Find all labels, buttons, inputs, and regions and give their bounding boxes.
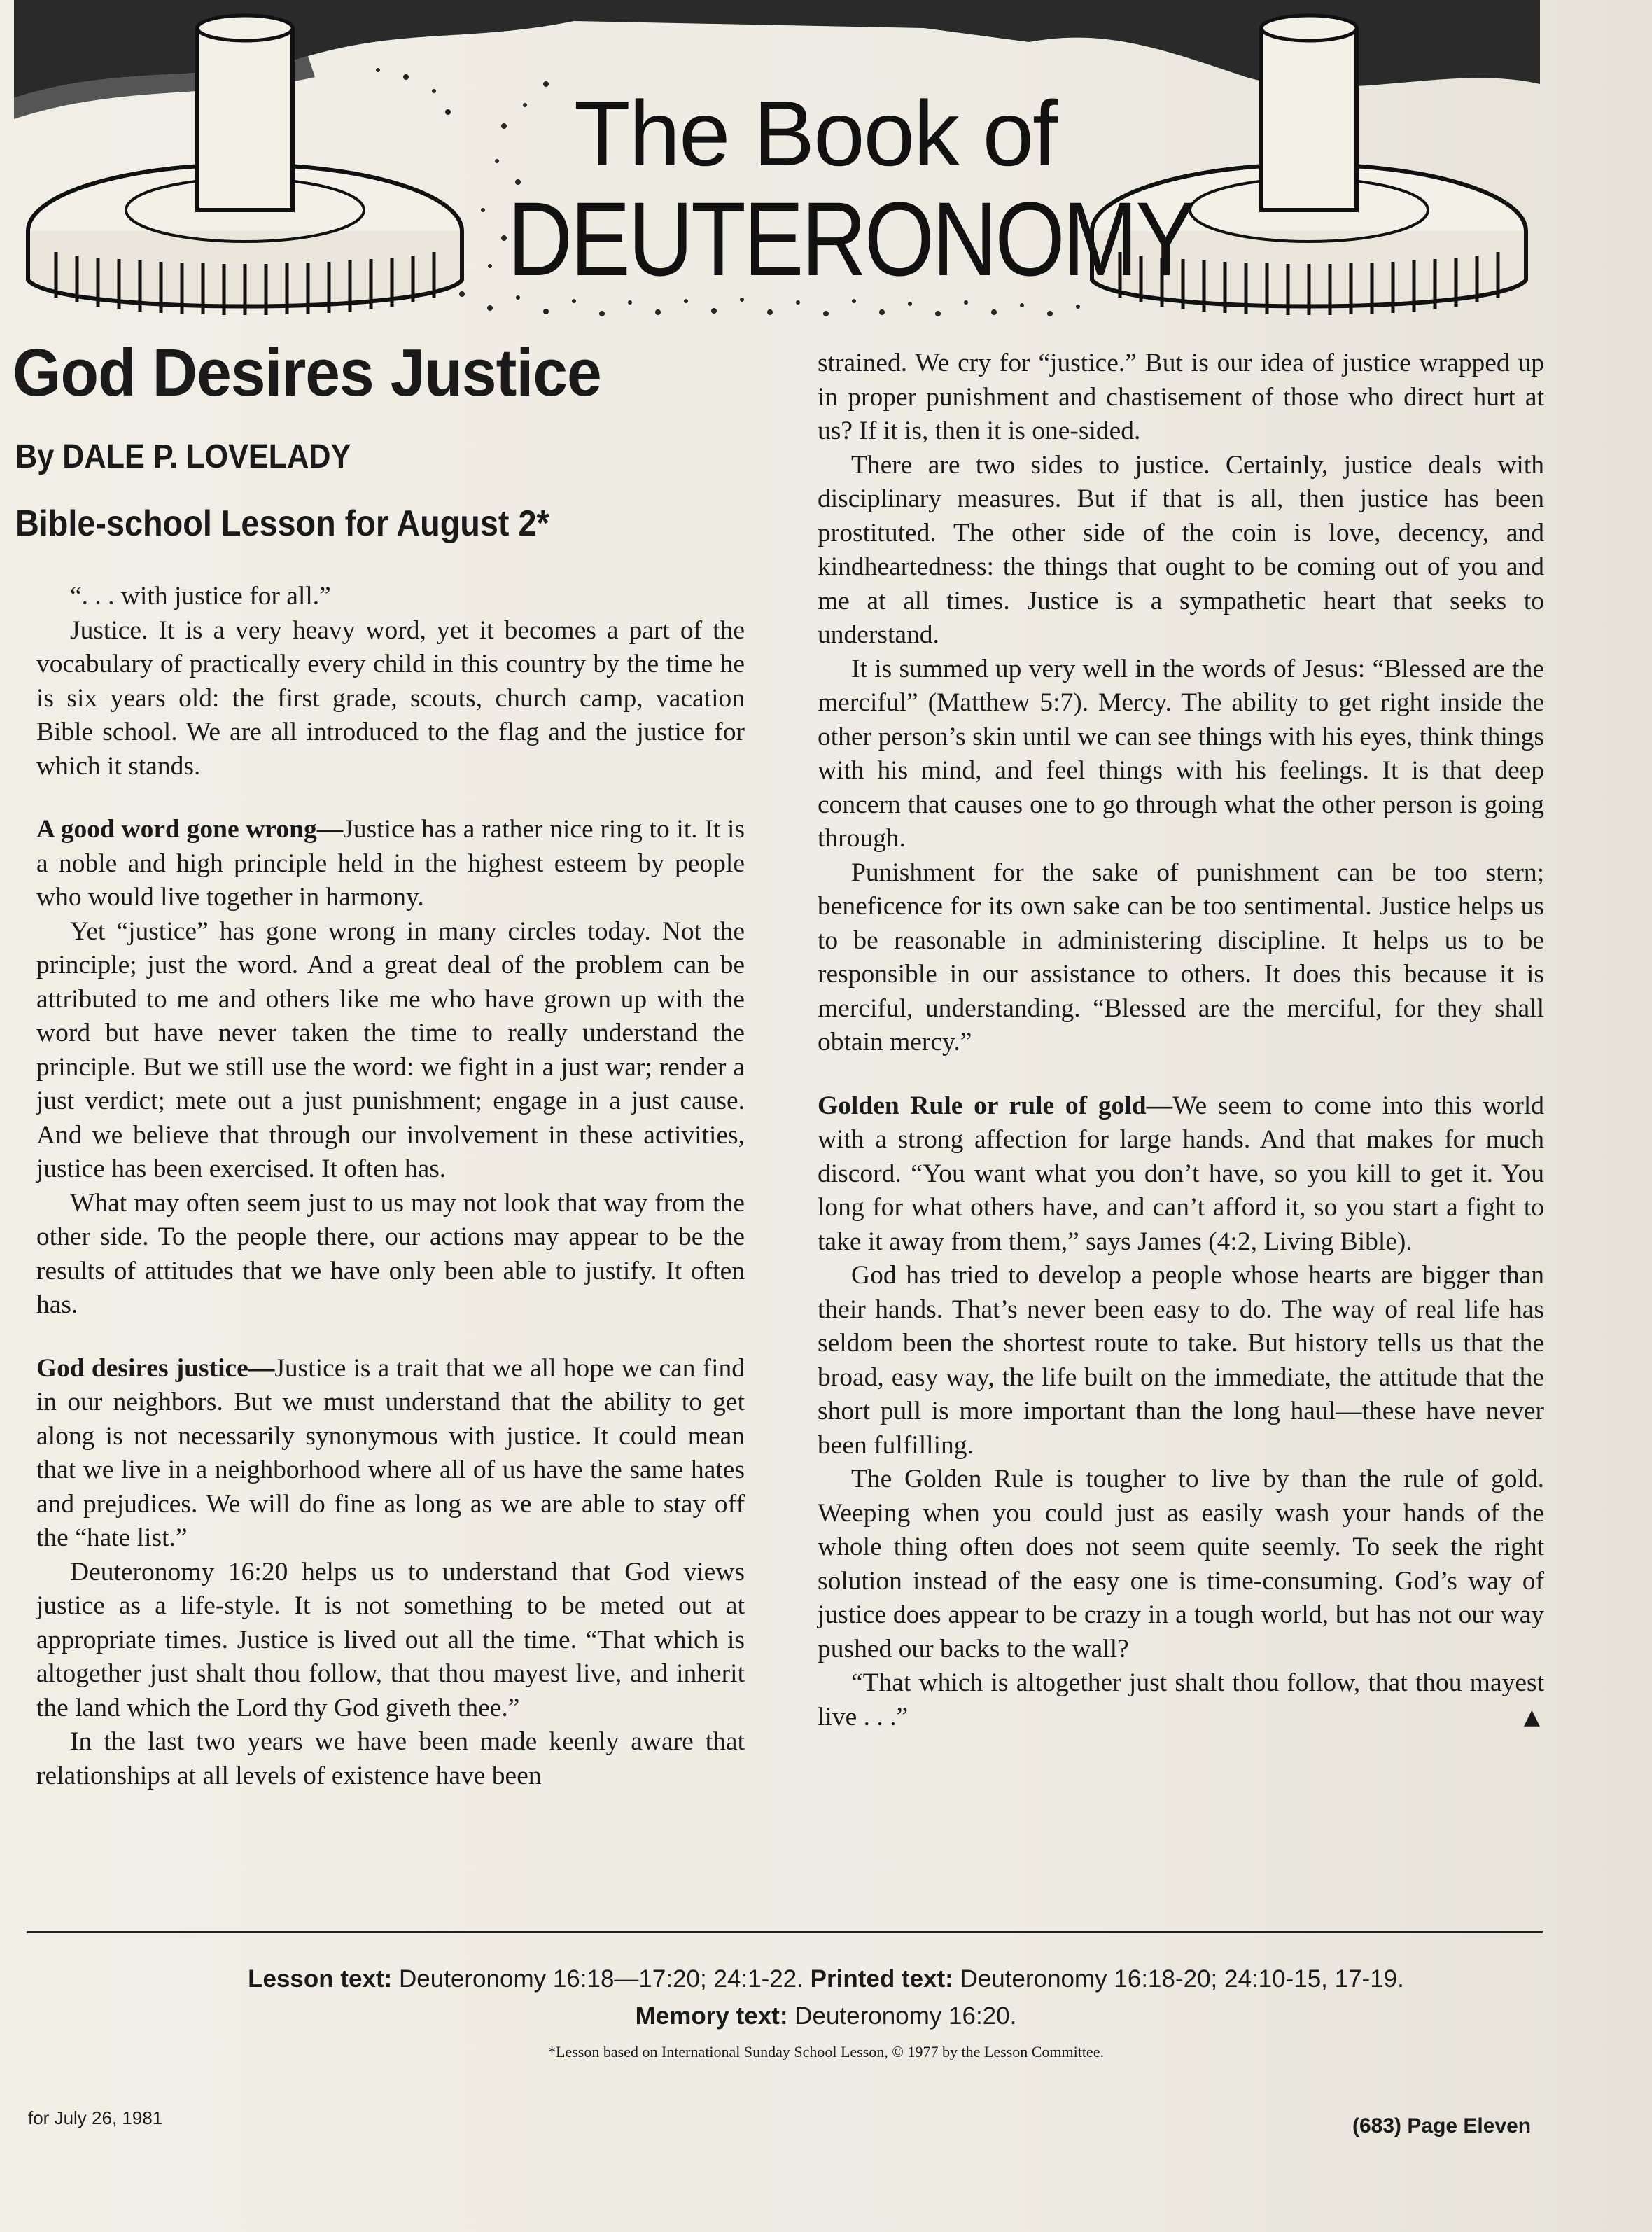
page-number: (683) Page Eleven [1352, 2114, 1532, 2137]
paragraph-text: Yet “justice” has gone wrong in many circles today. Not the principle; just the word. And a great deal of the problem can be attributed to me and others like me who have grown up with the word but have never taken the time to really understand the principle. But we still use the word: we fight in a just war; render a just verdict; mete out a just punishment; engage in a just cause. And we believe that through our involvement in these activities, justice has been exercised. It often has. [36, 916, 745, 1183]
paragraph-text: Justice. It is a very heavy word, yet it becomes a part of the vocabulary of practically every child in this country by the time he is six years old: the first grade, scouts, church camp, vacation Bible school. We are all introduced to the flag and the justice for which it stands. [36, 615, 745, 781]
memory-text-value: Deuteronomy 16:20. [794, 2002, 1017, 2030]
printed-text-value: Deuteronomy 16:18-20; 24:10-15, 17-19. [960, 1965, 1404, 1993]
paragraph [36, 614, 745, 784]
lesson-text-label: Lesson text: [248, 1965, 393, 1993]
paragraph-text: “. . . with justice for all.” [70, 582, 331, 611]
paragraph [818, 1463, 1544, 1666]
footnote: *Lesson based on International Sunday School Lesson, © 1977 by the Lesson Committee. [548, 2043, 1104, 2060]
section-lead: A good word gone wrong— [36, 815, 344, 844]
paragraph [818, 347, 1544, 449]
paragraph [818, 856, 1544, 1060]
end-mark-icon: ▲ [1523, 1704, 1540, 1729]
paragraph [36, 1187, 745, 1323]
paragraph [818, 1089, 1544, 1260]
paragraph-text: Justice is a trait that we all hope we can find in our neighbors. But we must understand that the ability to get along is not necessarily synonymous with justice. It could mean that we live in a neighborhood where all of us have the same hates and prejudices. We will do fine as long as we are able to stay off the “hate list.” [36, 1353, 745, 1552]
footer-divider [27, 1931, 1543, 1933]
section-lead: Golden Rule or rule of gold— [818, 1091, 1173, 1120]
paragraph-text: Deuteronomy 16:20 helps us to understand that God views justice as a life-style. It is not something to be meted out at appropriate times. Justice is lived out all the time. “That which is altogether just shalt thou follow, that thou mayest live, and inherit the land which the Lord thy God giveth thee.” [36, 1557, 745, 1722]
paragraph [36, 580, 745, 614]
lesson-title: Bible-school Lesson for August 2* [15, 503, 550, 544]
paragraph [818, 1259, 1544, 1463]
paragraph-text: God has tried to develop a people whose hearts are bigger than their hands. That’s never been easy to do. The way of real life has seldom been the shortest route to take. But history tells us that the broad, easy way, the life built on the immediate, the attitude that the short pull is more important than the long haul—these have never been fulfilling. [818, 1261, 1544, 1460]
paragraph [36, 1556, 745, 1726]
lesson-text-value: Deuteronomy 16:18—17:20; 24:1-22. [399, 1965, 804, 1993]
banner-title-line1: The Book of [574, 82, 1057, 185]
paragraph-text: Justice has a rather nice ring to it. It is a noble and high principle held in the highest esteem by people who would live together in harmony. [36, 815, 745, 912]
paragraph-text: We seem to come into this world with a strong affection for large hands. And that makes for much discord. “You want what you don’t have, so you kill to get it. You long for what others have, and can’t afford it, so you start a fight to take it away from them,” says James (4:2, Living Bible). [818, 1091, 1544, 1256]
paragraph [36, 1352, 745, 1556]
right-column-text [818, 347, 1544, 1734]
banner-title-line2: DEUTERONOMY [507, 180, 1194, 298]
paragraph [818, 1666, 1544, 1734]
article-headline: God Desires Justice [13, 335, 601, 410]
paragraph [818, 449, 1544, 653]
paragraph-text: In the last two years we have been made keenly aware that relationships at all levels of existence have been [36, 1727, 745, 1790]
memory-text-label: Memory text: [635, 2002, 788, 2030]
memory-text-line [0, 1997, 1652, 2035]
banner-illustration [14, 0, 1540, 323]
paragraph-text: Punishment for the sake of punishment can be too stern; beneficence for its own sake can be too sentimental. Justice helps us to be reasonable in administering discipline. It helps us to be responsible in our assistance to others. It does this because it is merciful, understanding. “Blessed are the merciful, for they shall obtain mercy.” [818, 858, 1544, 1056]
paragraph [36, 1725, 745, 1793]
lesson-text-line [0, 1960, 1652, 1997]
paragraph-text: It is summed up very well in the words of Jesus: “Blessed are the merciful” (Matthew 5:7). Mercy. The ability to get right inside the other person’s skin until we can see things with his eyes, think things with his mind, and feel things with his feelings. It is that deep concern that causes one to go through what the other person is going through. [818, 654, 1544, 853]
paragraph [36, 915, 745, 1187]
section-lead: God desires justice— [36, 1353, 275, 1383]
paragraph-text: There are two sides to justice. Certainly, justice deals with disciplinary measures. But if that is all, then justice has been prostituted. The other side of the coin is love, decency, and kindheartedness: the things that ought to be coming out of you and me at all times. Justice is a sympathetic heart that seeks to understand. [818, 450, 1544, 649]
paragraph [818, 653, 1544, 856]
left-column-text [36, 580, 745, 1793]
paragraph-text: “That which is altogether just shalt thou follow, that thou mayest live . . .” [818, 1668, 1544, 1731]
paragraph [36, 813, 745, 915]
issue-date: for July 26, 1981 [28, 2107, 163, 2128]
paragraph-text: The Golden Rule is tougher to live by than the rule of gold. Weeping when you could just as easily wash your hands of the whole thing often does not seem quite seemly. To seek the right solution instead of the easy one is time-consuming. God’s way of justice does appear to be crazy in a tough world, but has not our way pushed our backs to the wall? [818, 1465, 1544, 1663]
paragraph-text: What may often seem just to us may not look that way from the other side. To the people there, our actions may appear to be the results of attitudes that we have only been able to justify. It often has. [36, 1188, 745, 1319]
lesson-references [0, 1960, 1652, 2035]
printed-text-label: Printed text: [810, 1965, 953, 1993]
article-byline: By DALE P. LOVELADY [15, 438, 351, 475]
paragraph-text: strained. We cry for “justice.” But is our idea of justice wrapped up in proper punishment and chastisement of those who direct hurt at us? If it is, then it is one-sided. [818, 349, 1544, 445]
